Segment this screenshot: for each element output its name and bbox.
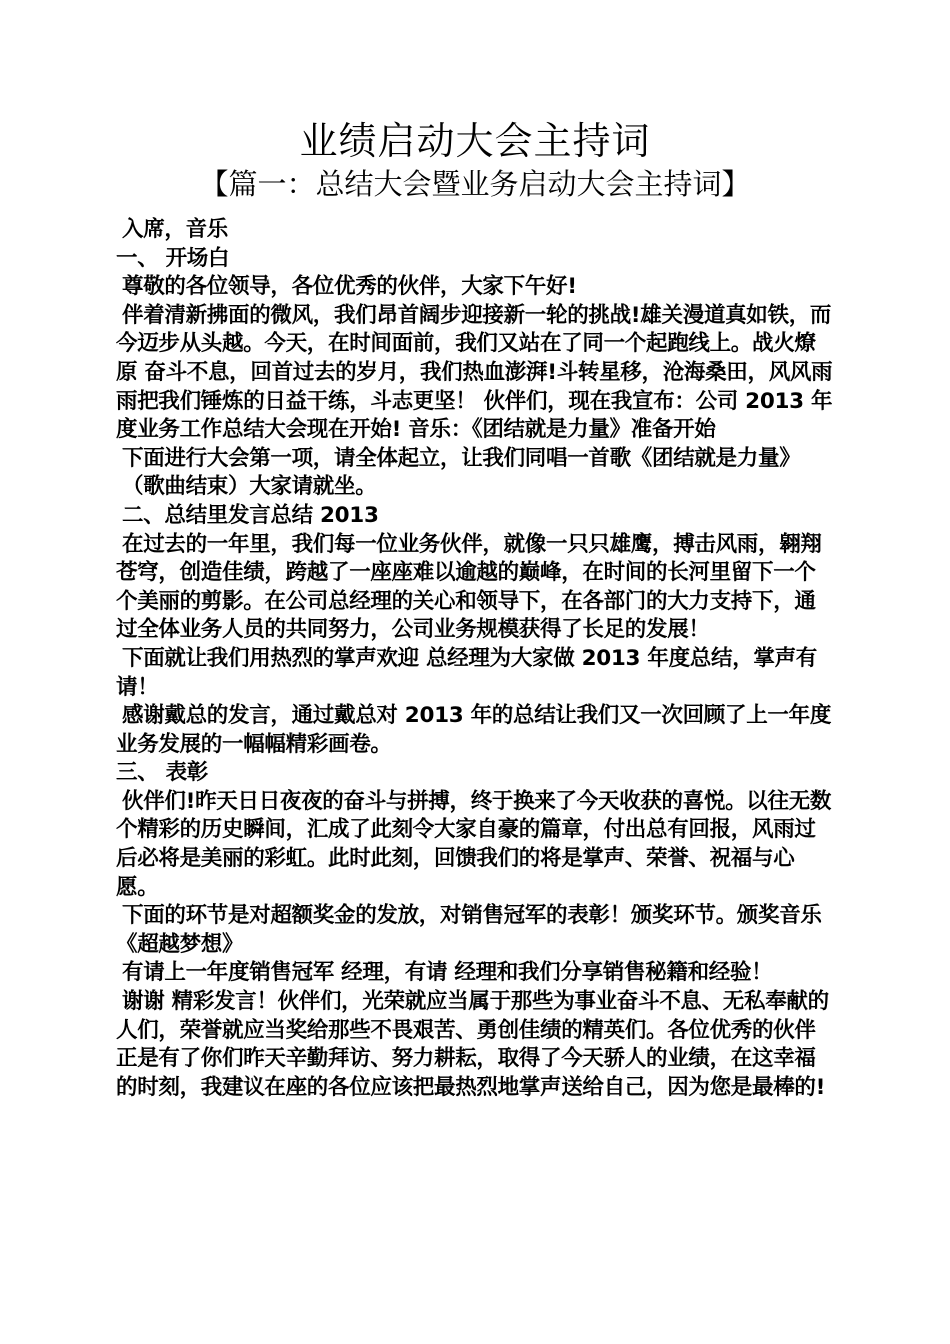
paragraph-champion: 有请上一年度销售冠军 经理，有请 经理和我们分享销售秘籍和经验！ xyxy=(122,960,773,986)
section-heading-summary: 二、总结里发言总结 2013 xyxy=(122,502,379,528)
paragraph-song-end: （歌曲结束）大家请就坐。 xyxy=(122,474,377,500)
paragraph-opening-speech: 伴着清新拂面的微风，我们昂首阔步迎接新一轮的挑战!雄关漫道真如铁，而今迈步从头越。今天，在时间面前，我们又站在了同一个起跑线上。战火燎原 奋斗不息，回首过去的岁月，我们热血澎湃!斗转星移，沧海桑田，风风雨雨把我们锤炼的日益干练，斗志更坚！ 伙伴们，现在我宣布：公司 2013 年度业务工作总结大会现在开始! 音乐：《团结就是力量》准备开始 xyxy=(116,302,833,443)
section-heading-opening: 一、 开场白 xyxy=(116,245,230,271)
document-subtitle: 【篇一：总结大会暨业务启动大会主持词】 xyxy=(199,167,751,201)
paragraph-gm-intro: 下面就让我们用热烈的掌声欢迎 总经理为大家做 2013 年度总结，掌声有请！ xyxy=(116,645,817,700)
section-heading-awards: 三、 表彰 xyxy=(116,760,208,786)
paragraph-closing-applause: 谢谢 精彩发言！伙伴们，光荣就应当属于那些为事业奋斗不息、无私奉献的人们，荣誉就应当奖给那些不畏艰苦、勇创佳绩的精英们。各位优秀的伙伴正是有了你们昨天辛勤拜访、努力耕耘，取得了今天骄人的业绩，在这幸福的时刻，我建议在座的各位应该把最热烈地掌声送给自己，因为您是最棒的! xyxy=(116,989,829,1100)
document-body xyxy=(116,216,836,1102)
paragraph-thanks-dai: 感谢戴总的发言，通过戴总对 2013 年的总结让我们又一次回顾了上一年度业务发展的一幅幅精彩画卷。 xyxy=(116,703,832,757)
paragraph-bonus: 下面的环节是对超额奖金的发放，对销售冠军的表彰！颁奖环节。颁奖音乐《超越梦想》 xyxy=(116,903,822,957)
paragraph-awards-intro: 伙伴们!昨天日日夜夜的奋斗与拼搏，终于换来了今天收获的喜悦。以往无数个精彩的历史瞬间，汇成了此刻令大家自豪的篇章，付出总有回报，风雨过后必将是美丽的彩虹。此时此刻，回馈我们的将是掌声、荣誉、祝福与心愿。 xyxy=(116,788,832,900)
paragraph-greeting: 尊敬的各位领导，各位优秀的伙伴，大家下午好! xyxy=(122,274,577,300)
paragraph-year-review: 在过去的一年里，我们每一位业务伙伴，就像一只只雄鹰，搏击风雨，翱翔苍穹，创造佳绩，跨越了一座座难以逾越的巅峰，在时间的长河里留下一个个美丽的剪影。在公司总经理的关心和领导下，在各部门的大力支持下，通过全体业务人员的共同努力，公司业务规模获得了长足的发展！ xyxy=(116,531,822,643)
paragraph-seating: 入席，音乐 xyxy=(122,217,229,242)
paragraph-song-intro: 下面进行大会第一项，请全体起立，让我们同唱一首歌《团结就是力量》 xyxy=(122,445,801,471)
document-title: 业绩启动大会主持词 xyxy=(299,119,651,163)
